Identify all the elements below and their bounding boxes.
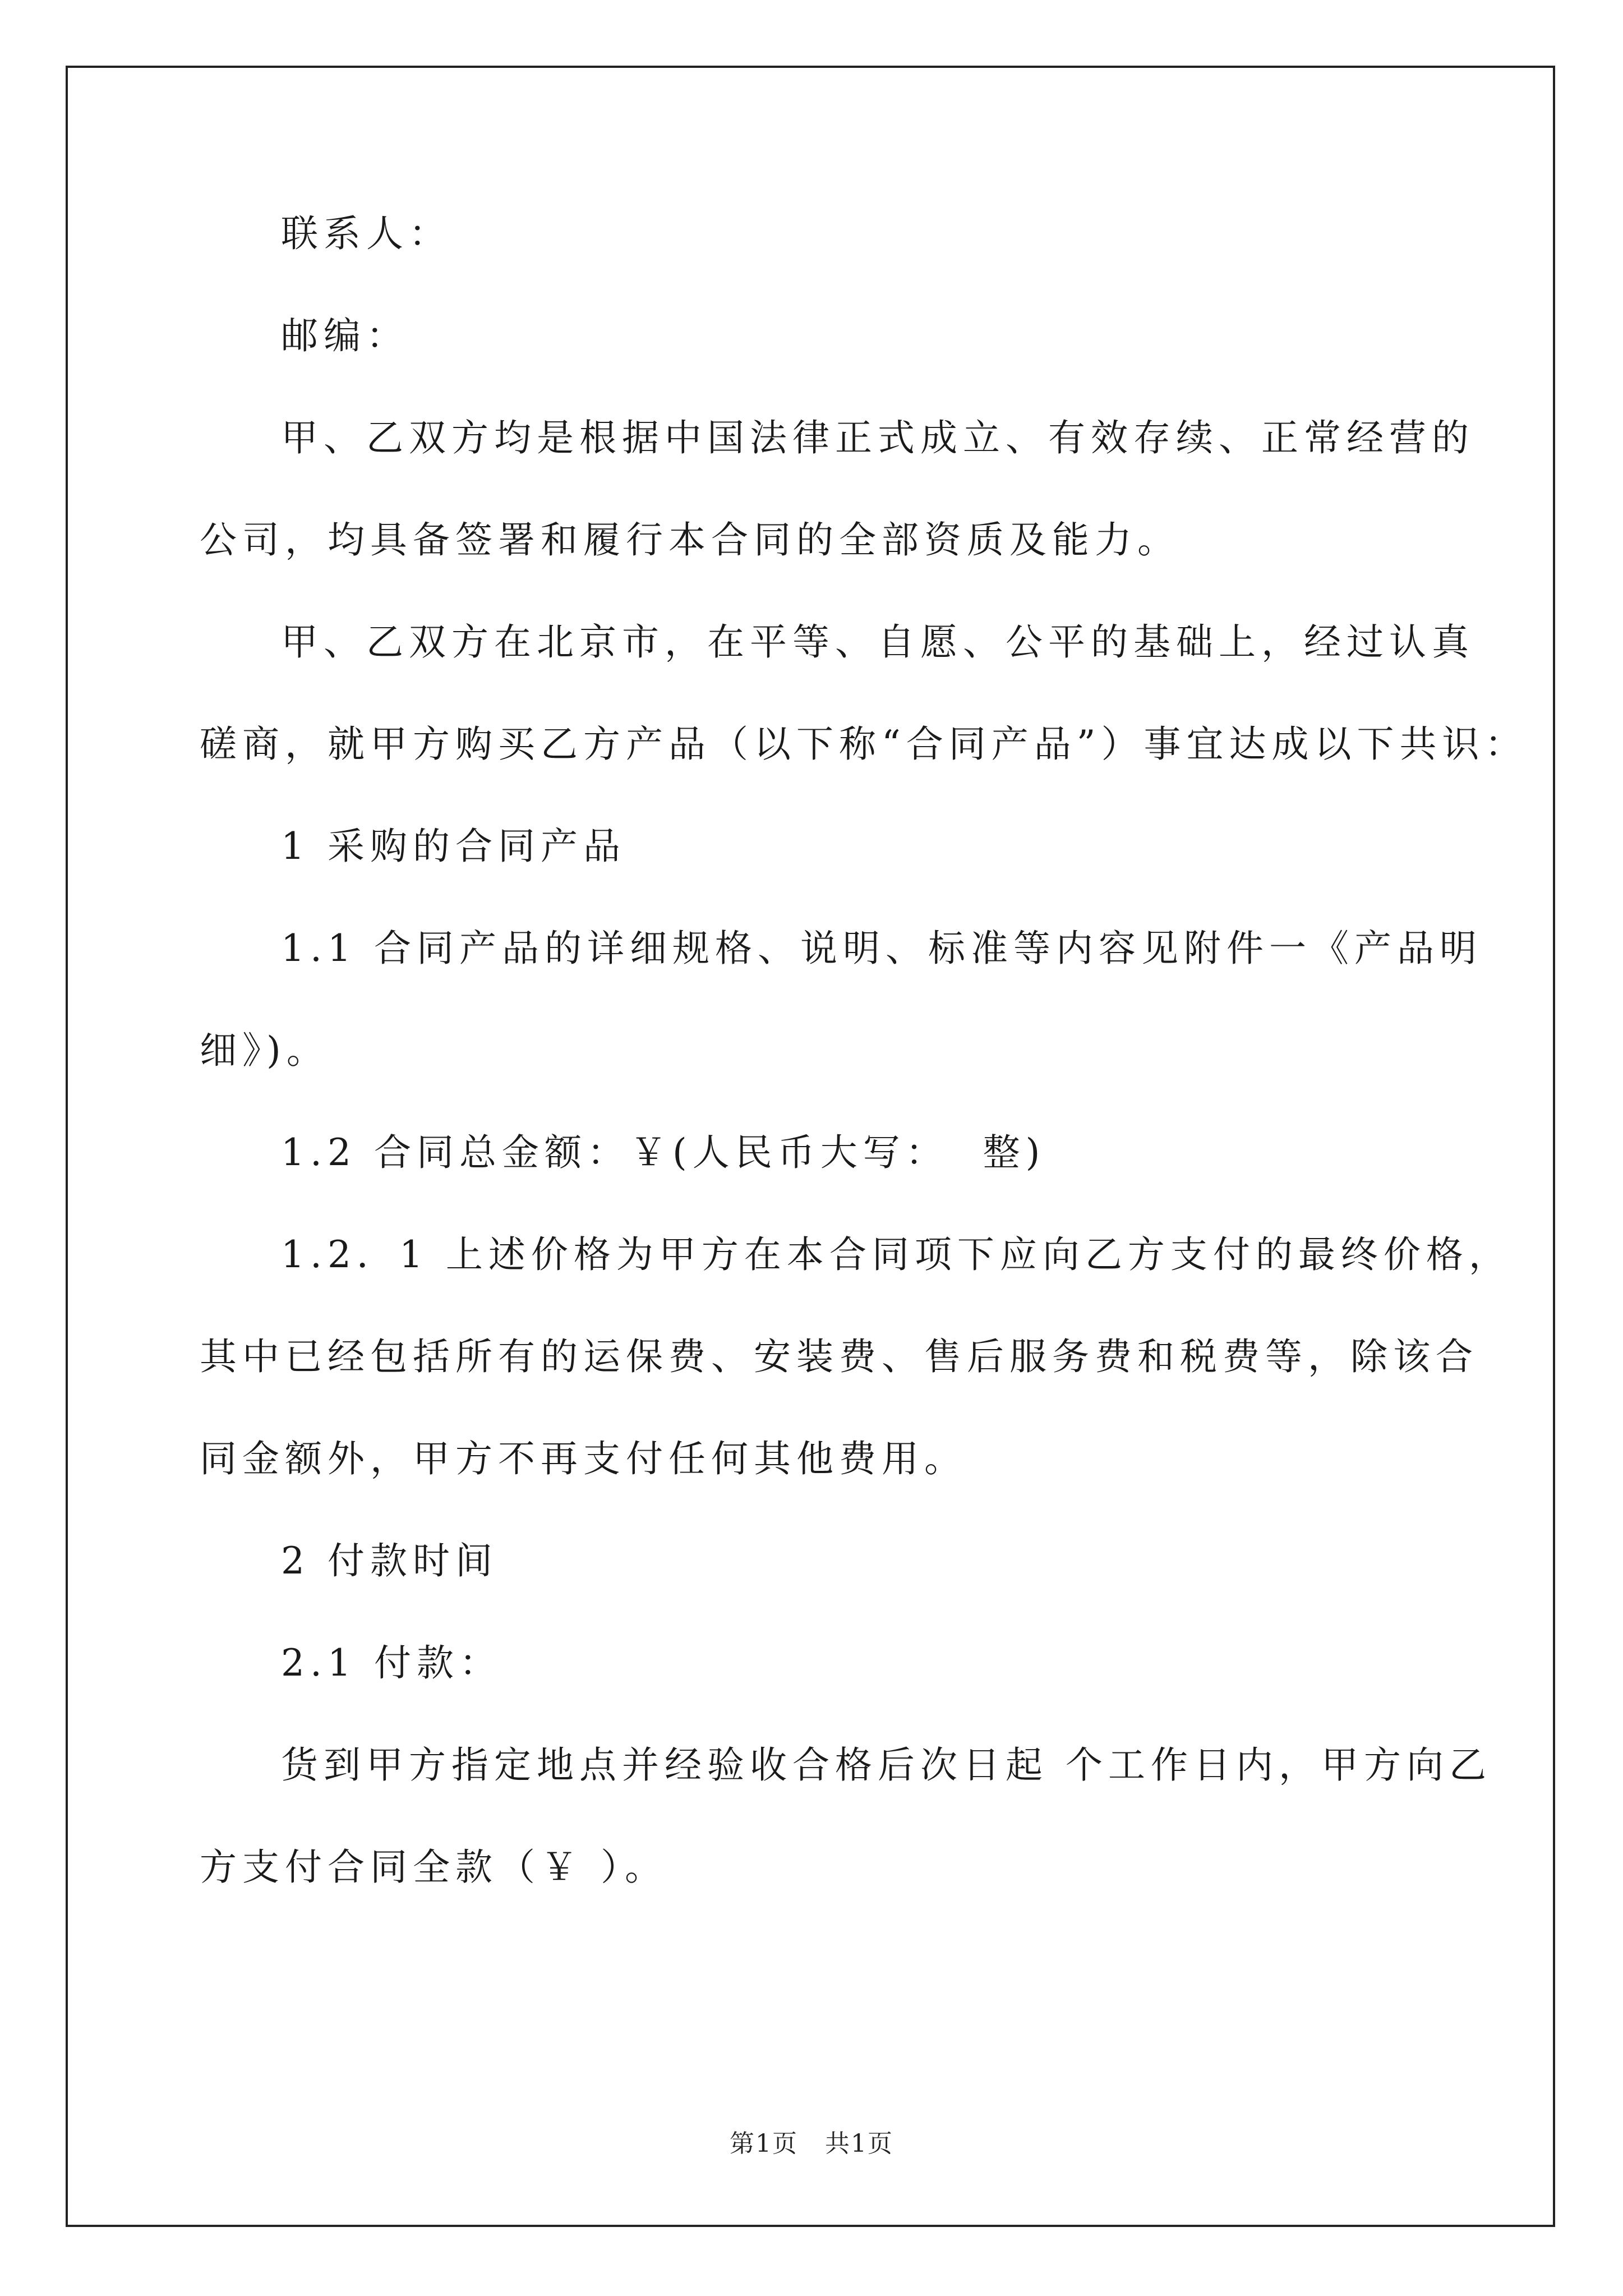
payment-terms-line-1: 货到甲方指定地点并经验收合格后次日起 个工作日内，甲方向乙 <box>281 1743 1492 1787</box>
clause-1-1-line-1: 1.1 合同产品的详细规格、说明、标准等内容见附件一《产品明 <box>281 927 1482 970</box>
clause-2-1: 2.1 付款： <box>281 1641 502 1685</box>
section-1-heading: 1 采购的合同产品 <box>281 825 626 868</box>
intro-paragraph-1-line-2: 公司，均具备签署和履行本合同的全部资质及能力。 <box>200 518 1180 562</box>
section-2-heading: 2 付款时间 <box>281 1539 498 1582</box>
intro-paragraph-2-line-1: 甲、乙双方在北京市，在平等、自愿、公平的基础上，经过认真 <box>281 620 1474 664</box>
clause-1-2-1-line-1: 1.2．1 上述价格为甲方在本合同项下应向乙方支付的最终价格， <box>281 1233 1511 1276</box>
postcode-line: 邮编： <box>281 314 409 357</box>
intro-paragraph-2-line-2: 磋商，就甲方购买乙方产品（以下称“合同产品”）事宜达成以下共识： <box>200 723 1528 766</box>
clause-1-1-line-2: 细》)。 <box>200 1029 329 1072</box>
intro-paragraph-1-line-1: 甲、乙双方均是根据中国法律正式成立、有效存续、正常经营的 <box>281 416 1474 459</box>
page-number-label: 第1页 共1页 <box>730 2129 893 2158</box>
clause-1-2: 1.2 合同总金额：￥(人民币大写： 整) <box>281 1131 1046 1174</box>
clause-1-2-1-line-2: 其中已经包括所有的运保费、安装费、售后服务费和税费等，除该合 <box>200 1335 1478 1378</box>
clause-1-2-1-line-3: 同金额外，甲方不再支付任何其他费用。 <box>200 1437 967 1480</box>
page-footer <box>0 2123 1623 2159</box>
contact-line: 联系人： <box>281 212 451 255</box>
payment-terms-line-2: 方支付合同全款（￥ ）。 <box>200 1846 667 1889</box>
